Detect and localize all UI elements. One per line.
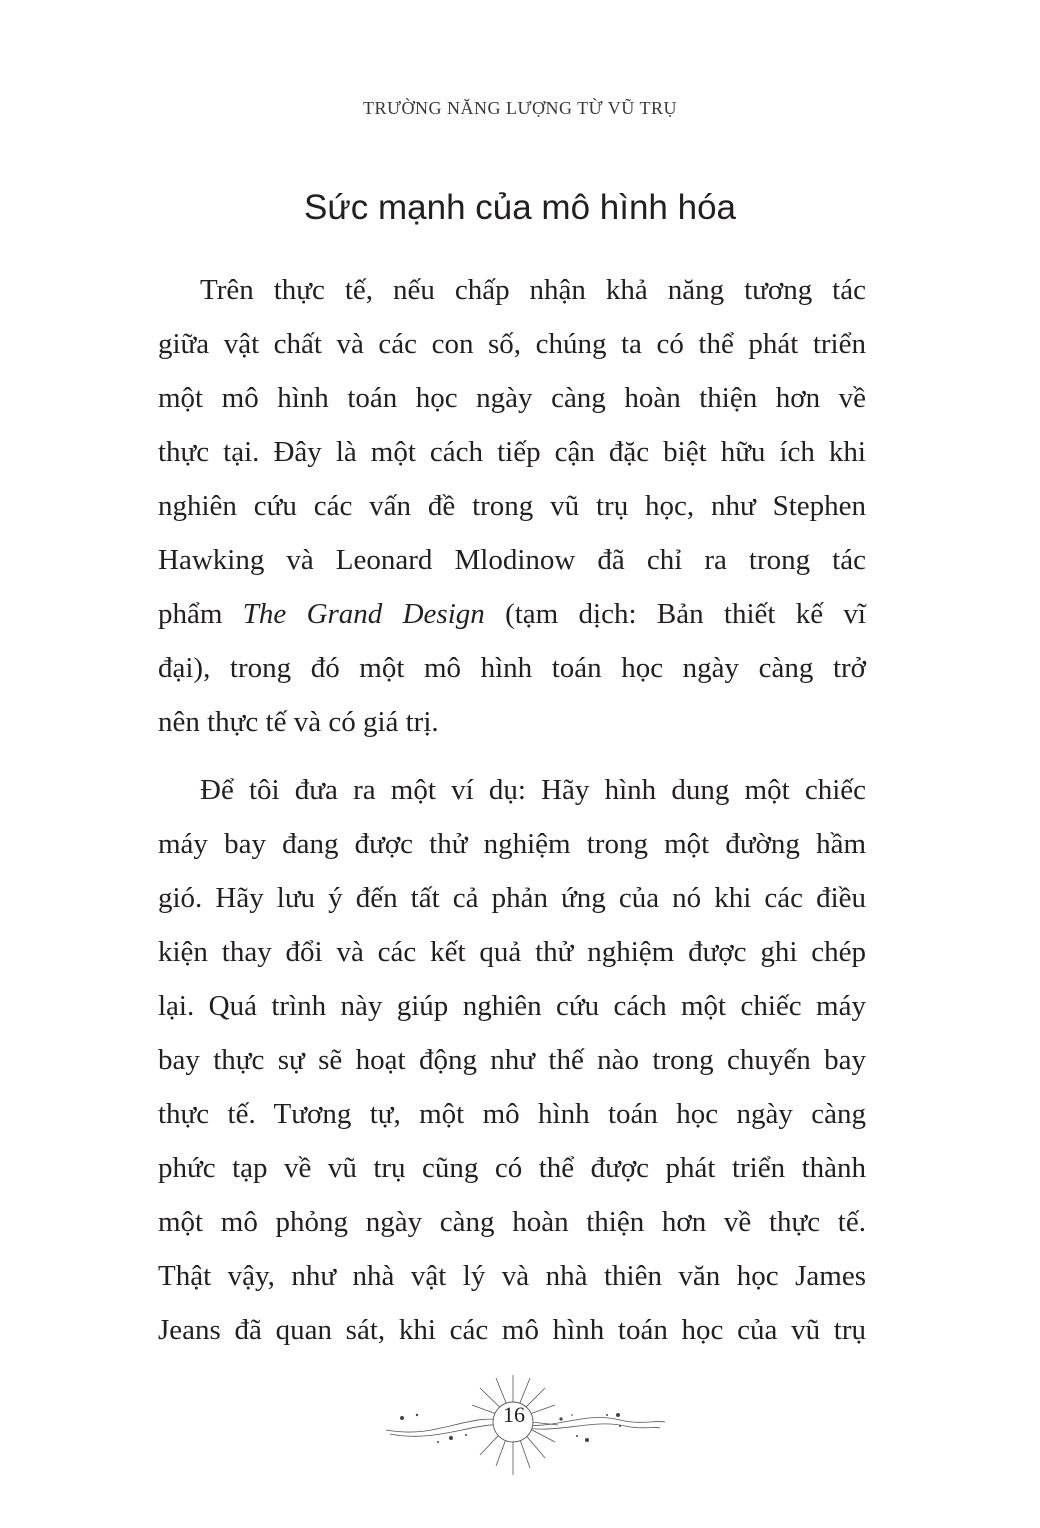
text-line: phức tạp về vũ trụ cũng có thể được phát triển thành bbox=[158, 1152, 866, 1184]
page-number: 16 bbox=[503, 1402, 525, 1427]
text-line: bay thực sự sẽ hoạt động như thế nào trong chuyến bay bbox=[158, 1044, 866, 1076]
text-line: máy bay đang được thử nghiệm trong một đường hầm bbox=[158, 828, 866, 860]
text-line: thực tế. Tương tự, một mô hình toán học ngày càng bbox=[158, 1098, 866, 1130]
text-line: Để tôi đưa ra một ví dụ: Hãy hình dung một chiếc bbox=[200, 774, 866, 806]
text-line: Trên thực tế, nếu chấp nhận khả năng tương tác bbox=[200, 274, 866, 306]
text-line: đại), trong đó một mô hình toán học ngày càng trở bbox=[158, 652, 866, 684]
paragraph bbox=[158, 263, 866, 749]
text-line: gió. Hãy lưu ý đến tất cả phản ứng của nó khi các điều bbox=[158, 882, 866, 914]
running-head: TRƯỜNG NĂNG LƯỢNG TỪ VŨ TRỤ bbox=[363, 98, 677, 118]
text-line: kiện thay đổi và các kết quả thử nghiệm được ghi chép bbox=[158, 936, 866, 968]
book-title-italic: The Grand Design bbox=[242, 598, 485, 630]
text-line: một mô phỏng ngày càng hoàn thiện hơn về thực tế. bbox=[158, 1206, 866, 1238]
text-line: một mô hình toán học ngày càng hoàn thiện hơn về bbox=[158, 382, 866, 414]
paragraph bbox=[158, 763, 866, 1357]
text-line: lại. Quá trình này giúp nghiên cứu cách một chiếc máy bbox=[158, 990, 866, 1022]
text-line: Thật vậy, như nhà vật lý và nhà thiên văn học James bbox=[158, 1260, 866, 1292]
text-segment: (tạm dịch: Bản thiết kế vĩ bbox=[484, 598, 866, 630]
text-line: thực tại. Đây là một cách tiếp cận đặc biệt hữu ích khi bbox=[158, 436, 866, 468]
text-line: giữa vật chất và các con số, chúng ta có thể phát triển bbox=[158, 328, 866, 360]
body-text bbox=[158, 263, 866, 1371]
text-line bbox=[158, 587, 866, 641]
text-line: Jeans đã quan sát, khi các mô hình toán học của vũ trụ bbox=[158, 1314, 866, 1346]
section-title: Sức mạnh của mô hình hóa bbox=[303, 188, 736, 227]
text-segment: phẩm bbox=[158, 598, 243, 630]
text-line: nên thực tế và có giá trị. bbox=[158, 706, 439, 738]
text-line: nghiên cứu các vấn đề trong vũ trụ học, như Stephen bbox=[158, 490, 866, 522]
text-line: Hawking và Leonard Mlodinow đã chỉ ra trong tác bbox=[158, 544, 866, 576]
